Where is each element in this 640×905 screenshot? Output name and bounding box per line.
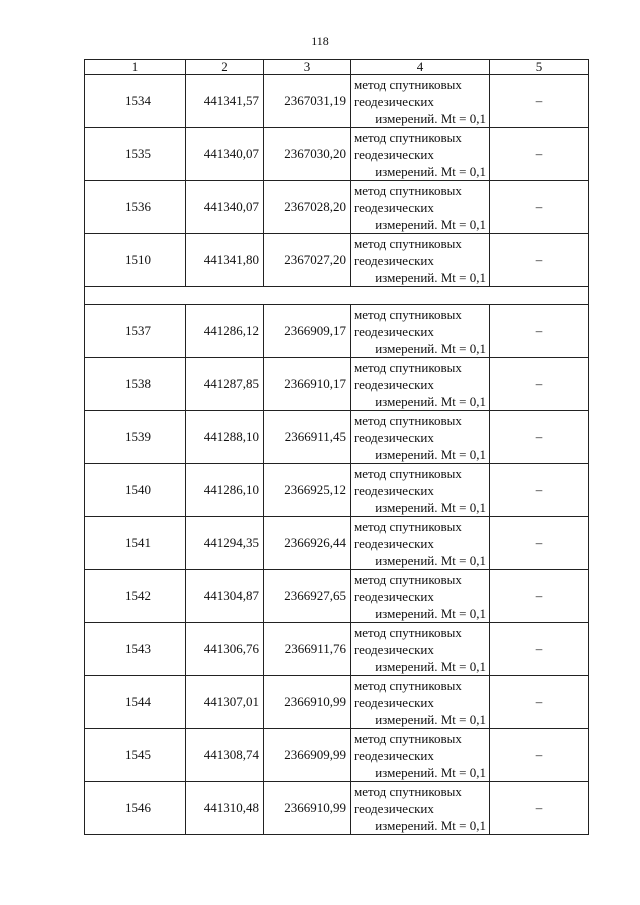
cell-note: – <box>490 623 589 676</box>
method-line: геодезических <box>354 429 434 445</box>
cell-note: – <box>490 729 589 782</box>
table-row <box>85 75 589 128</box>
cell-method <box>351 411 490 464</box>
method-line: геодезических <box>354 146 434 162</box>
cell-point-id: 1542 <box>85 570 186 623</box>
separator-cell <box>85 287 589 305</box>
table-body <box>85 75 589 835</box>
cell-method <box>351 464 490 517</box>
cell-note: – <box>490 411 589 464</box>
table-row <box>85 464 589 517</box>
cell-coord-y: 2366926,44 <box>264 517 351 570</box>
cell-coord-x: 441340,07 <box>186 181 264 234</box>
method-line: измерений. Mt = 0,1 <box>375 216 486 232</box>
cell-note: – <box>490 358 589 411</box>
header-col-1: 1 <box>85 60 186 75</box>
method-line: геодезических <box>354 641 434 657</box>
table-row <box>85 411 589 464</box>
method-line: геодезических <box>354 694 434 710</box>
cell-point-id: 1545 <box>85 729 186 782</box>
cell-coord-x: 441308,74 <box>186 729 264 782</box>
cell-point-id: 1510 <box>85 234 186 287</box>
cell-method <box>351 570 490 623</box>
table-row <box>85 305 589 358</box>
cell-coord-y: 2367027,20 <box>264 234 351 287</box>
method-line: геодезических <box>354 588 434 604</box>
cell-note: – <box>490 234 589 287</box>
cell-coord-x: 441341,57 <box>186 75 264 128</box>
method-line: геодезических <box>354 800 434 816</box>
method-line: метод спутниковых <box>354 306 462 322</box>
cell-coord-y: 2366925,12 <box>264 464 351 517</box>
table-row <box>85 128 589 181</box>
cell-note: – <box>490 128 589 181</box>
cell-method <box>351 234 490 287</box>
method-line: метод спутниковых <box>354 465 462 481</box>
method-line: измерений. Mt = 0,1 <box>375 340 486 356</box>
method-line: метод спутниковых <box>354 730 462 746</box>
method-line: метод спутниковых <box>354 182 462 198</box>
table-row <box>85 234 589 287</box>
header-col-3: 3 <box>264 60 351 75</box>
cell-note: – <box>490 464 589 517</box>
method-line: измерений. Mt = 0,1 <box>375 817 486 833</box>
cell-coord-y: 2366909,99 <box>264 729 351 782</box>
method-line: измерений. Mt = 0,1 <box>375 269 486 285</box>
cell-coord-x: 441306,76 <box>186 623 264 676</box>
method-line: метод спутниковых <box>354 359 462 375</box>
cell-coord-y: 2367030,20 <box>264 128 351 181</box>
cell-coord-x: 441288,10 <box>186 411 264 464</box>
method-line: измерений. Mt = 0,1 <box>375 552 486 568</box>
cell-coord-y: 2366911,76 <box>264 623 351 676</box>
cell-method <box>351 676 490 729</box>
cell-method <box>351 782 490 835</box>
table-row <box>85 676 589 729</box>
table-row <box>85 782 589 835</box>
cell-note: – <box>490 570 589 623</box>
header-col-4: 4 <box>351 60 490 75</box>
table-row <box>85 729 589 782</box>
cell-method <box>351 623 490 676</box>
cell-coord-y: 2366910,99 <box>264 782 351 835</box>
cell-coord-y: 2366910,17 <box>264 358 351 411</box>
cell-coord-y: 2367028,20 <box>264 181 351 234</box>
table-row <box>85 570 589 623</box>
method-line: метод спутниковых <box>354 518 462 534</box>
cell-coord-x: 441287,85 <box>186 358 264 411</box>
method-line: измерений. Mt = 0,1 <box>375 499 486 515</box>
method-line: метод спутниковых <box>354 624 462 640</box>
cell-method <box>351 181 490 234</box>
cell-note: – <box>490 305 589 358</box>
cell-note: – <box>490 517 589 570</box>
method-line: измерений. Mt = 0,1 <box>375 163 486 179</box>
method-line: метод спутниковых <box>354 235 462 251</box>
cell-coord-y: 2366927,65 <box>264 570 351 623</box>
cell-note: – <box>490 782 589 835</box>
cell-point-id: 1540 <box>85 464 186 517</box>
coordinates-table <box>84 59 589 835</box>
method-line: метод спутниковых <box>354 76 462 92</box>
table-header-row <box>85 60 589 75</box>
cell-note: – <box>490 75 589 128</box>
method-line: метод спутниковых <box>354 571 462 587</box>
cell-point-id: 1534 <box>85 75 186 128</box>
cell-point-id: 1544 <box>85 676 186 729</box>
cell-coord-x: 441310,48 <box>186 782 264 835</box>
method-line: измерений. Mt = 0,1 <box>375 446 486 462</box>
method-line: измерений. Mt = 0,1 <box>375 658 486 674</box>
cell-coord-y: 2366911,45 <box>264 411 351 464</box>
method-line: метод спутниковых <box>354 677 462 693</box>
cell-coord-y: 2366910,99 <box>264 676 351 729</box>
method-line: геодезических <box>354 93 434 109</box>
cell-point-id: 1538 <box>85 358 186 411</box>
method-line: геодезических <box>354 376 434 392</box>
method-line: геодезических <box>354 199 434 215</box>
cell-coord-x: 441294,35 <box>186 517 264 570</box>
method-line: измерений. Mt = 0,1 <box>375 110 486 126</box>
cell-coord-x: 441304,87 <box>186 570 264 623</box>
method-line: геодезических <box>354 252 434 268</box>
method-line: метод спутниковых <box>354 783 462 799</box>
cell-point-id: 1543 <box>85 623 186 676</box>
cell-method <box>351 517 490 570</box>
cell-method <box>351 305 490 358</box>
table-row <box>85 181 589 234</box>
method-line: геодезических <box>354 482 434 498</box>
cell-coord-x: 441286,12 <box>186 305 264 358</box>
method-line: геодезических <box>354 323 434 339</box>
header-col-5: 5 <box>490 60 589 75</box>
method-line: геодезических <box>354 535 434 551</box>
cell-point-id: 1537 <box>85 305 186 358</box>
cell-coord-x: 441307,01 <box>186 676 264 729</box>
cell-note: – <box>490 676 589 729</box>
method-line: измерений. Mt = 0,1 <box>375 711 486 727</box>
method-line: измерений. Mt = 0,1 <box>375 764 486 780</box>
cell-method <box>351 358 490 411</box>
method-line: геодезических <box>354 747 434 763</box>
cell-point-id: 1539 <box>85 411 186 464</box>
cell-point-id: 1546 <box>85 782 186 835</box>
cell-method <box>351 128 490 181</box>
cell-coord-y: 2367031,19 <box>264 75 351 128</box>
cell-coord-x: 441286,10 <box>186 464 264 517</box>
cell-coord-x: 441340,07 <box>186 128 264 181</box>
cell-method <box>351 729 490 782</box>
method-line: измерений. Mt = 0,1 <box>375 393 486 409</box>
table-row <box>85 623 589 676</box>
cell-point-id: 1541 <box>85 517 186 570</box>
table-row <box>85 517 589 570</box>
cell-coord-y: 2366909,17 <box>264 305 351 358</box>
method-line: метод спутниковых <box>354 412 462 428</box>
method-line: метод спутниковых <box>354 129 462 145</box>
page-number: 118 <box>311 34 329 48</box>
cell-point-id: 1536 <box>85 181 186 234</box>
cell-method <box>351 75 490 128</box>
header-col-2: 2 <box>186 60 264 75</box>
table-row <box>85 358 589 411</box>
cell-coord-x: 441341,80 <box>186 234 264 287</box>
cell-point-id: 1535 <box>85 128 186 181</box>
method-line: измерений. Mt = 0,1 <box>375 605 486 621</box>
group-separator-row <box>85 287 589 305</box>
cell-note: – <box>490 181 589 234</box>
